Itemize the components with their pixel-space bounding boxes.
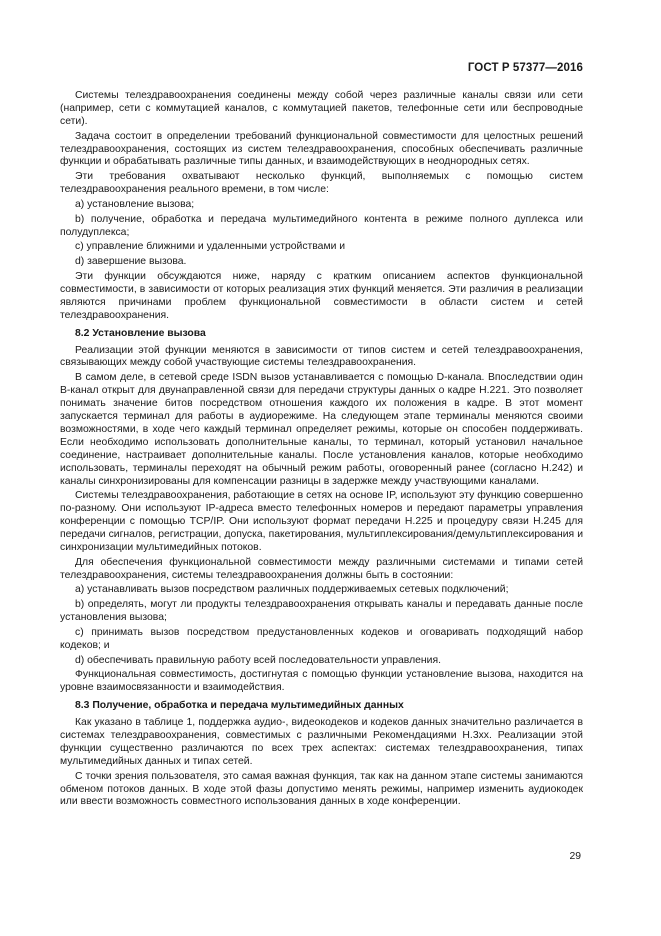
list-item: a) устанавливать вызов посредством различных поддерживаемых сетевых подключений; xyxy=(75,584,509,596)
paragraph: Задача состоит в определении требований функциональной совместимости для целостных решений телездравоохранения, состоящих из систем телездравоохранения, способных обеспечивать различные функции и обрабатывать различные типы данных, и взаимодействующих в неоднородных сетях. xyxy=(60,130,583,168)
list-item: d) завершение вызова. xyxy=(75,256,187,268)
document-header-standard-id: ГОСТ Р 57377—2016 xyxy=(467,62,583,74)
page-number: 29 xyxy=(569,851,581,862)
paragraph: Эти функции обсуждаются ниже, наряду с кратким описанием аспектов функциональной совместимости, в зависимости от которых реализация этих функций меняется. Эти различия в реализации являются причинами проблем функциональной совместимости в области систем и сетей телездравоохранения. xyxy=(60,271,583,321)
paragraph: Системы телездравоохранения соединены между собой через различные каналы связи или сети (например, сети с коммутацией каналов, с коммутацией пакетов, телефонные сети или беспроводные сети). xyxy=(60,90,583,127)
document-body xyxy=(60,90,583,811)
paragraph: Функциональная совместимость, достигнутая с помощью функции установление вызова, находится на уровне взаимосвязанности и взаимодействия. xyxy=(60,669,583,694)
list-item: b) получение, обработка и передача мультимедийного контента в режиме полного дуплекса или полудуплекса; xyxy=(60,213,583,238)
paragraph: Системы телездравоохранения, работающие в сетях на основе IP, используют эту функцию совершенно по-разному. Они используют IP-адреса вместо телефонных номеров и передают параметры управления конференции с помощью TCP/IP. Они используют формат передачи H.225 и процедуру связи H.245 для передачи сигналов, регистрации, допуска, пакетирования, мультиплексирования/демультиплексирования и синхронизации мультимедийных потоков. xyxy=(60,490,583,553)
paragraph: Для обеспечения функциональной совместимости между различными системами и типами сетей телездравоохранения, системы телездравоохранения должны быть в состоянии: xyxy=(60,556,583,581)
paragraph: Как указано в таблице 1, поддержка аудио-, видеокодеков и кодеков данных значительно различается в системах телездравоохранения, совместимых с различными Рекомендациями H.3xx. Реализации этой функции существенно различаются по всех трех аспектах: системах телездравоохранения, типах мультимедийных данных и типах сетей. xyxy=(60,717,583,767)
paragraph: С точки зрения пользователя, это самая важная функция, так как на данном этапе системы занимаются обменом потоков данных. В ходе этой фазы допустимо менять режимы, например изменить аудиокодек или ввести возможность совместного использования данных в ходе конференции. xyxy=(60,770,583,808)
list-item: a) установление вызова; xyxy=(75,198,195,210)
list-item: d) обеспечивать правильную работу всей последовательности управления. xyxy=(75,654,441,666)
section-heading-8-2: 8.2 Установление вызова xyxy=(75,327,206,339)
paragraph: Реализации этой функции меняются в зависимости от типов систем и сетей телездравоохранения, связывающих между собой участвующие системы телездравоохранения. xyxy=(60,344,583,369)
paragraph: Эти требования охватывают несколько функций, выполняемых с помощью систем телездравоохранения реального времени, в том числе: xyxy=(60,171,583,196)
paragraph: В самом деле, в сетевой среде ISDN вызов устанавливается с помощью D-канала. Впоследствии один B-канал открыт для двунаправленной связи для передачи структуры данных о кадре H.221. Это позволяет понимать значение битов посредством отношения каждого их положения в кадре. В этот момент запускается терминал для работы в аудиорежиме. На следующем этапе терминалы меняются своими возможностями, в ходе чего каждый терминал определяет режимы, которые он способен поддерживать. Если необходимо использовать дополнительные каналы, то терминал, который установил начальное соединение, настраивает дополнительные каналы. После установления каналов, которые необходимо использовать, терминалы переходят на обычный режим работы, оговоренный ранее (согласно H.242) и каналы синхронизированы для компенсации разницы в задержке между участвующими каналами. xyxy=(60,372,583,487)
list-item: b) определять, могут ли продукты телездравоохранения открывать каналы и передавать данные после установления вызова; xyxy=(60,599,583,624)
list-item: c) управление ближними и удаленными устройствами и xyxy=(75,241,346,253)
list-item: c) принимать вызов посредством предустановленных кодеков и оговаривать подходящий набор кодеков; и xyxy=(60,626,583,651)
section-heading-8-3: 8.3 Получение, обработка и передача мультимедийных данных xyxy=(75,700,404,712)
